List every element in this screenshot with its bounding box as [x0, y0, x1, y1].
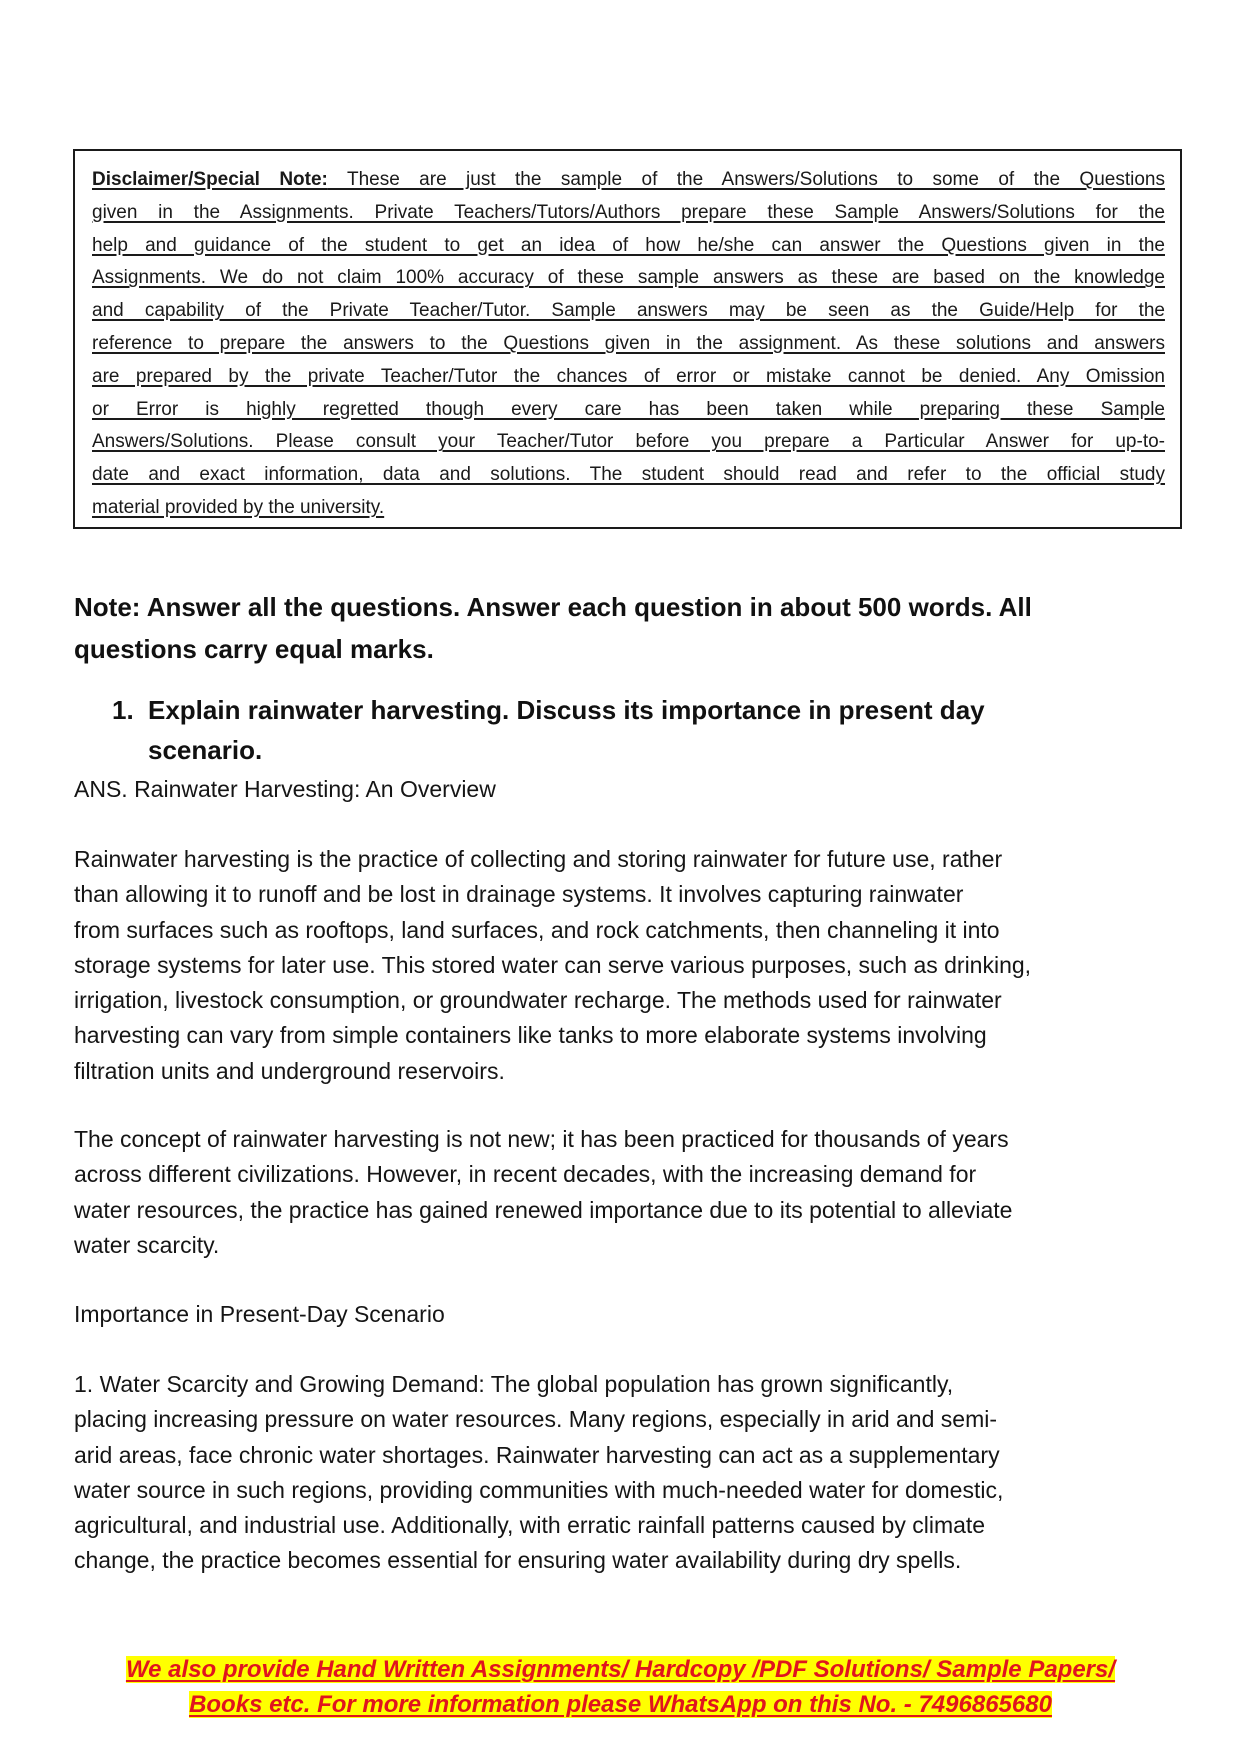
paragraph-line: The concept of rainwater harvesting is not new; it has been practiced for thousands of years	[74, 1126, 1009, 1152]
paragraph-line: across different civilizations. However, in recent decades, with the increasing demand for	[74, 1161, 977, 1188]
answer-paragraph-history	[74, 1122, 1184, 1263]
disclaimer-line: Answers/Solutions. Please consult your Teacher/Tutor before you prepare a Particular Answer for up-to-	[92, 431, 1165, 453]
paragraph-line: water scarcity.	[74, 1231, 220, 1258]
promo-banner	[0, 1652, 1241, 1722]
paragraph-line: agricultural, and industrial use. Additionally, with erratic rainfall patterns caused by climate	[74, 1512, 986, 1539]
paragraph-line: from surfaces such as rooftops, land surfaces, and rock catchments, then channeling it into	[74, 916, 1000, 943]
disclaimer-line: or Error is highly regretted though every care has been taken while preparing these Sample	[92, 398, 1165, 420]
disclaimer-line: Disclaimer/Special Note: These are just the sample of the Answers/Solutions to some of the Questions	[92, 169, 1165, 190]
answer-heading: ANS. Rainwater Harvesting: An Overview	[74, 776, 496, 802]
disclaimer-line: Assignments. We do not claim 100% accuracy of these sample answers as these are based on the knowledge	[92, 267, 1165, 289]
disclaimer-line: reference to prepare the answers to the Questions given in the assignment. As these solutions and answers	[92, 332, 1165, 354]
disclaimer-line: date and exact information, data and solutions. The student should read and refer to the official study	[92, 464, 1165, 486]
paragraph-line: harvesting can vary from simple containers like tanks to more elaborate systems involving	[74, 1022, 987, 1049]
paragraph-line: water resources, the practice has gained renewed importance due to its potential to alleviate	[74, 1196, 1013, 1223]
instructions-note	[74, 586, 1184, 670]
paragraph-line: Rainwater harvesting is the practice of collecting and storing rainwater for future use, rather	[74, 846, 1003, 872]
disclaimer-line: given in the Assignments. Private Teachers/Tutors/Authors prepare these Sample Answers/Solutions for the	[92, 201, 1165, 223]
question-number: 1.	[112, 695, 134, 725]
importance-heading: Importance in Present-Day Scenario	[74, 1301, 445, 1327]
paragraph-line: filtration units and underground reservoirs.	[74, 1057, 505, 1084]
paragraph-line: change, the practice becomes essential for ensuring water availability during dry spells.	[74, 1547, 962, 1574]
paragraph-line: arid areas, face chronic water shortages. Rainwater harvesting can act as a supplementary	[74, 1441, 1000, 1468]
paragraph-line: 1. Water Scarcity and Growing Demand: The global population has grown significantly,	[74, 1371, 954, 1397]
disclaimer-line: are prepared by the private Teacher/Tutor the chances of error or mistake cannot be denied. Any Omission	[92, 365, 1165, 387]
question-line: scenario.	[148, 735, 263, 765]
question-line: Explain rainwater harvesting. Discuss its importance in present day	[148, 695, 985, 725]
paragraph-line: irrigation, livestock consumption, or groundwater recharge. The methods used for rainwater	[74, 987, 1002, 1014]
disclaimer-line: and capability of the Private Teacher/Tutor. Sample answers may be seen as the Guide/Help for the	[92, 300, 1165, 322]
paragraph-line: than allowing it to runoff and be lost in drainage systems. It involves capturing rainwater	[74, 881, 964, 908]
promo-banner-line: We also provide Hand Written Assignments/ Hardcopy /PDF Solutions/ Sample Papers/	[125, 1656, 1116, 1683]
note-line: questions carry equal marks.	[74, 634, 434, 664]
note-line: Note: Answer all the questions. Answer each question in about 500 words. All	[74, 592, 1032, 622]
question-text	[148, 690, 1184, 770]
disclaimer-box	[73, 149, 1182, 529]
promo-banner-line: Books etc. For more information please WhatsApp on this No. - 7496865680	[189, 1691, 1052, 1718]
paragraph-line: water source in such regions, providing communities with much-needed water for domestic,	[74, 1476, 1004, 1503]
disclaimer-text	[92, 164, 1165, 525]
disclaimer-line: material provided by the university.	[92, 496, 385, 518]
disclaimer-line: help and guidance of the student to get an idea of how he/she can answer the Questions given in the	[92, 234, 1165, 256]
paragraph-line: storage systems for later use. This stored water can serve various purposes, such as drinking,	[74, 951, 1032, 978]
answer-paragraph-overview	[74, 842, 1184, 1089]
paragraph-line: placing increasing pressure on water resources. Many regions, especially in arid and semi-	[74, 1406, 997, 1433]
disclaimer-label: Disclaimer/Special Note:	[92, 169, 328, 190]
answer-paragraph-water-scarcity	[74, 1367, 1184, 1579]
